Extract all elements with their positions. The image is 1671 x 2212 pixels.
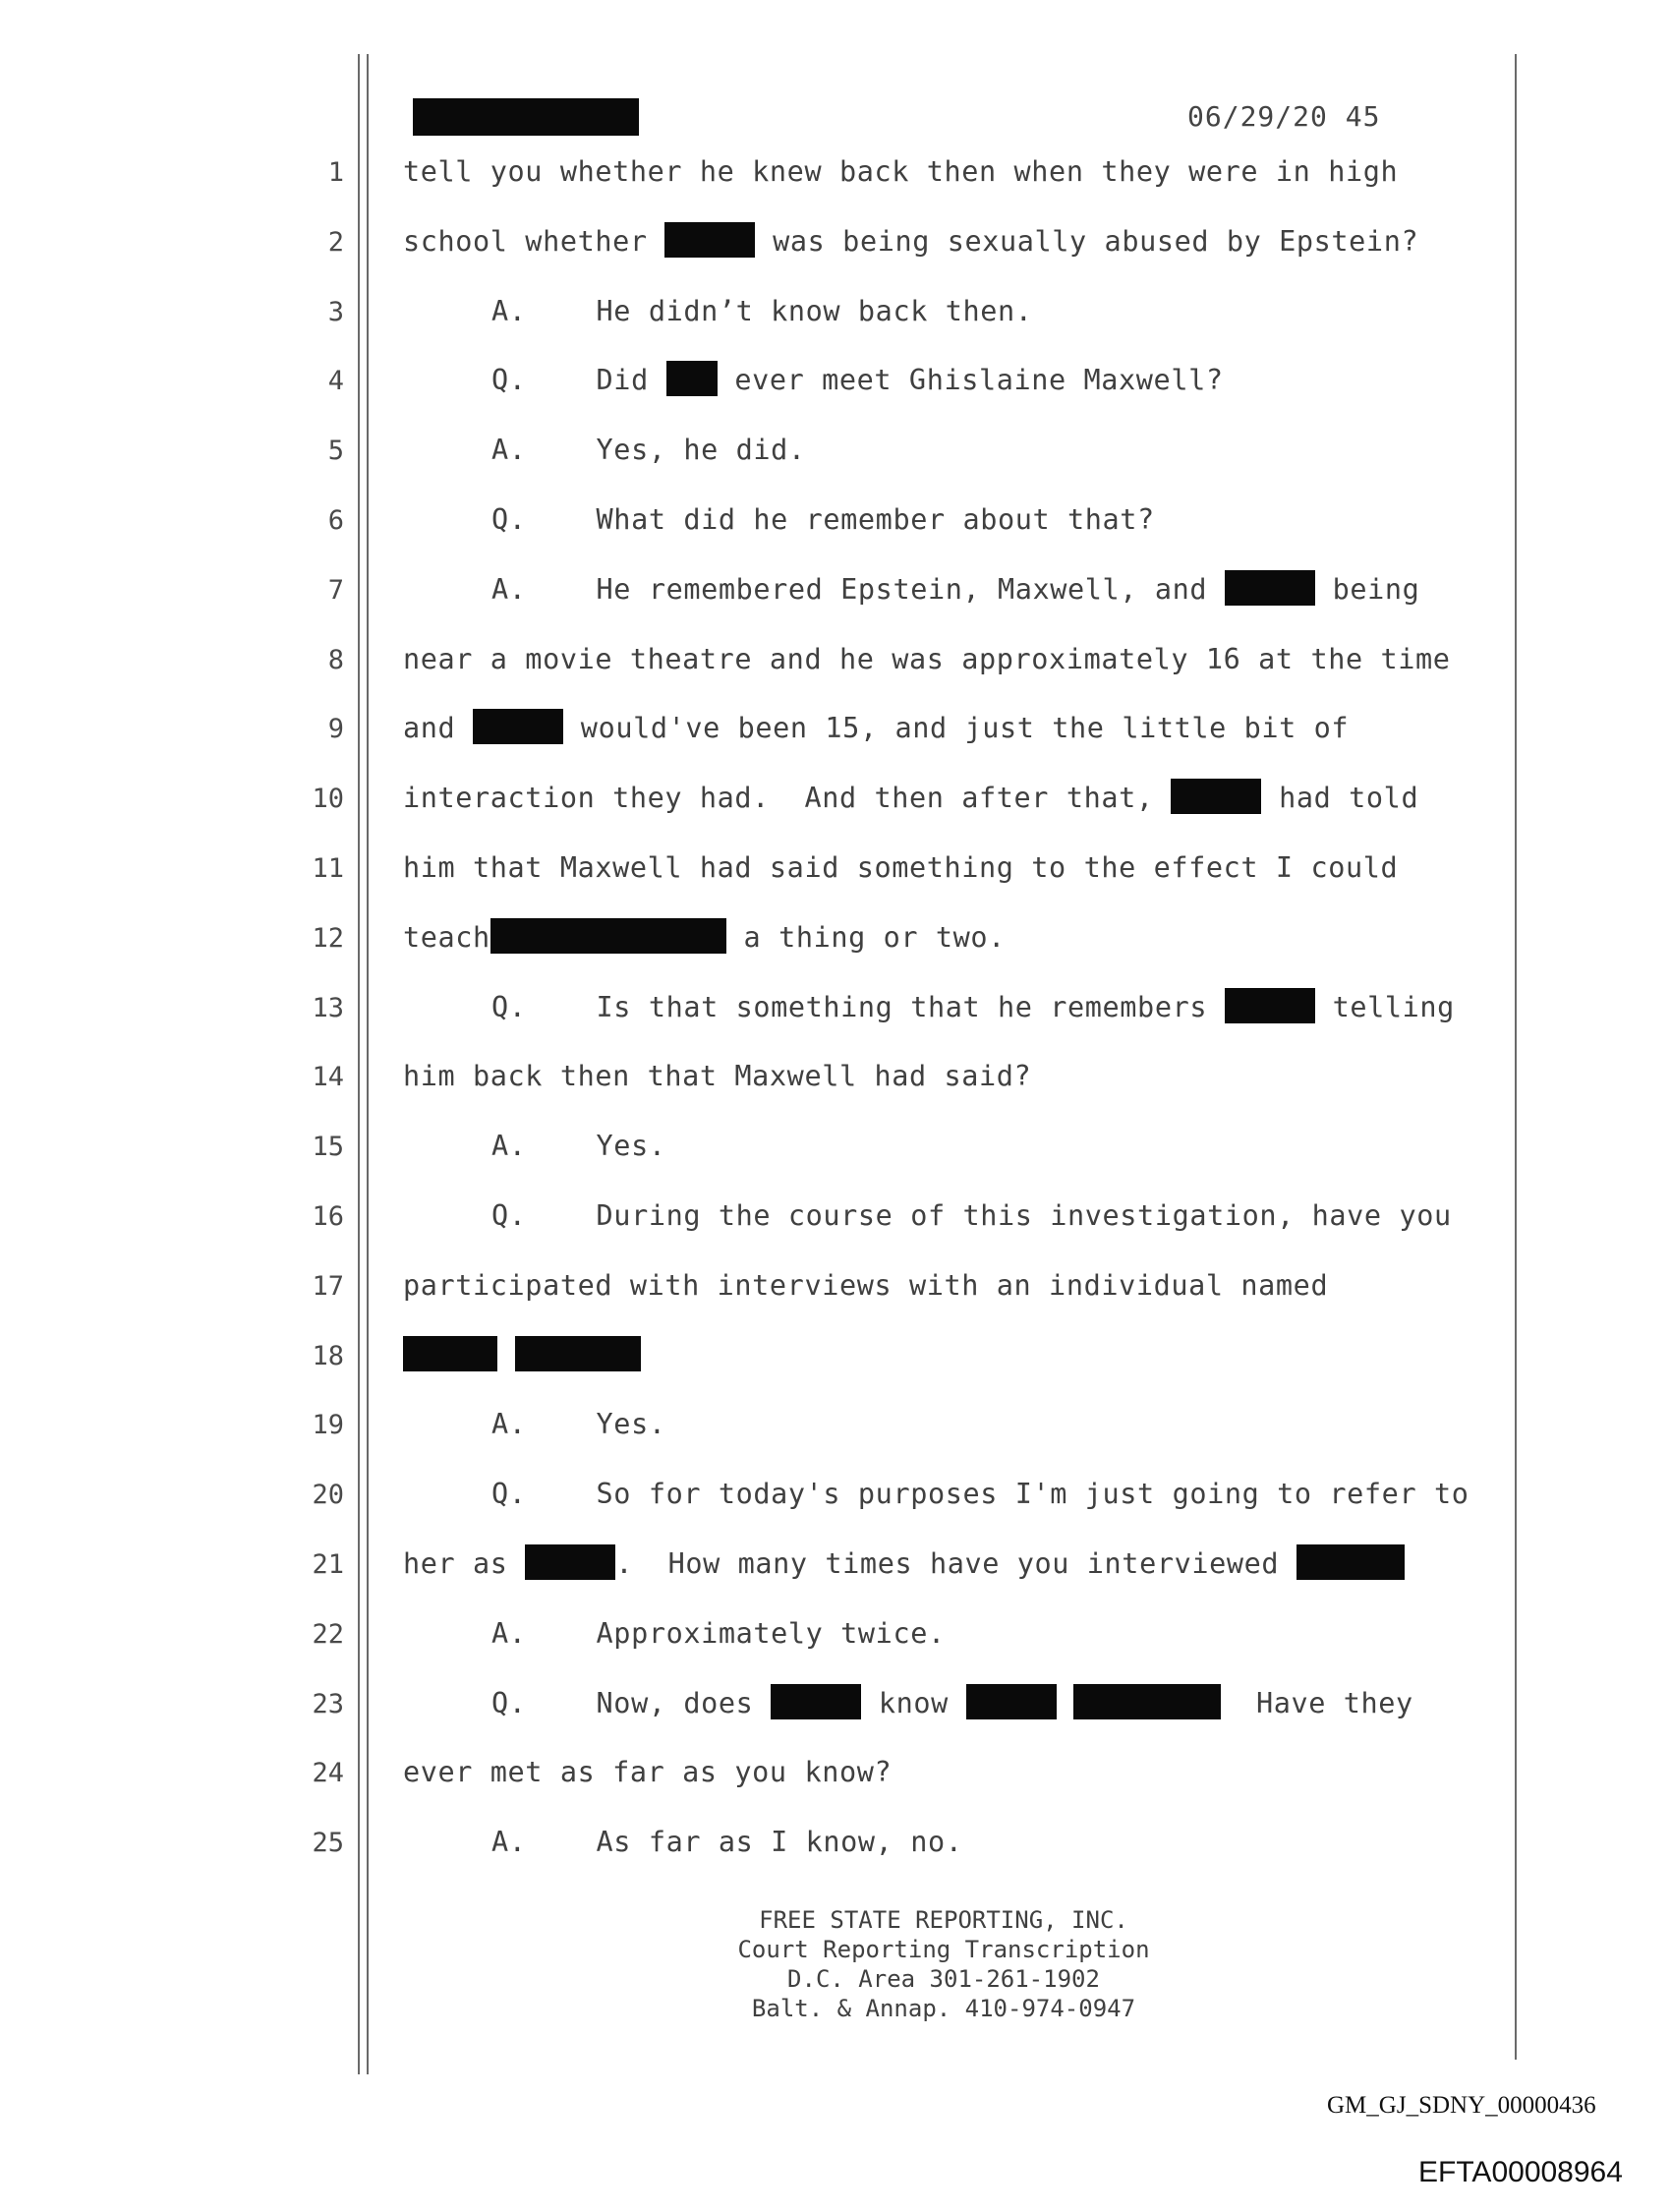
transcript-line [0, 147, 1671, 216]
line-text [491, 1687, 1413, 1719]
line-segment: Q. So for today's purposes I'm just going to refer to [491, 1478, 1469, 1510]
line-number: 6 [327, 505, 344, 536]
redaction-block [1225, 570, 1315, 606]
line-number: 5 [327, 436, 344, 466]
line-segment: . How many times have you interviewed [615, 1547, 1296, 1580]
redaction-block [515, 1336, 641, 1371]
line-number: 16 [312, 1201, 344, 1232]
line-text [403, 782, 1418, 814]
line-text [491, 295, 1033, 327]
line-segment: would've been 15, and just the little bit of [563, 712, 1350, 744]
line-text [403, 1269, 1328, 1302]
line-text [403, 1339, 641, 1371]
line-text [491, 1130, 666, 1162]
line-number: 9 [327, 714, 344, 744]
line-segment: her as [403, 1547, 526, 1580]
transcript-line [0, 1470, 1671, 1539]
line-segment [1057, 1687, 1074, 1719]
line-number: 15 [312, 1132, 344, 1162]
header-page-number: 45 [1345, 100, 1381, 133]
transcript-line [0, 1818, 1671, 1887]
line-segment: A. Yes. [491, 1408, 666, 1440]
transcript-line [0, 635, 1671, 704]
redaction-block [525, 1544, 615, 1580]
line-segment: A. Yes. [491, 1130, 666, 1162]
transcript-line [0, 1400, 1671, 1469]
line-segment: a thing or two. [725, 921, 1006, 954]
line-number: 4 [327, 366, 344, 396]
line-segment: Q. Is that something that he remembers [491, 991, 1225, 1023]
line-text [491, 1478, 1469, 1510]
line-number: 18 [312, 1341, 344, 1371]
line-number: 11 [312, 853, 344, 884]
transcript-line [0, 844, 1671, 912]
line-segment: near a movie theatre and he was approximately 16 at the time [403, 643, 1451, 675]
line-segment: ever met as far as you know? [403, 1756, 893, 1788]
line-number: 13 [312, 993, 344, 1023]
line-text [491, 1617, 946, 1650]
line-text [403, 712, 1349, 744]
line-text [491, 573, 1419, 606]
line-segment: A. Yes, he did. [491, 434, 806, 466]
line-text [403, 1547, 1405, 1580]
line-number: 8 [327, 645, 344, 675]
line-segment: interaction they had. And then after that, [403, 782, 1172, 814]
line-segment: school whether [403, 225, 665, 258]
line-text [491, 1826, 962, 1858]
transcript-line [0, 1540, 1671, 1608]
page-header [413, 94, 1435, 138]
line-text [403, 921, 1006, 954]
redaction-block [664, 222, 755, 258]
redaction-block [1225, 988, 1315, 1023]
transcript-line [0, 217, 1671, 286]
line-segment: A. He didn’t know back then. [491, 295, 1033, 327]
transcript-line [0, 1748, 1671, 1817]
header-date: 06/29/20 [1187, 100, 1328, 133]
line-text [491, 991, 1455, 1023]
footer-company: FREE STATE REPORTING, INC. [759, 1906, 1128, 1934]
transcript-line [0, 1679, 1671, 1748]
transcript-line [0, 1122, 1671, 1191]
line-segment: know [861, 1687, 966, 1719]
line-number: 19 [312, 1410, 344, 1440]
redaction-block [413, 98, 639, 136]
line-number: 22 [312, 1619, 344, 1650]
line-number: 3 [327, 297, 344, 327]
transcript-line [0, 1331, 1671, 1400]
bates-number: GM_GJ_SDNY_00000436 [1327, 2092, 1596, 2119]
line-segment: ever meet Ghislaine Maxwell? [717, 364, 1224, 396]
line-number: 12 [312, 923, 344, 954]
line-text [403, 1060, 1031, 1092]
line-segment: A. Approximately twice. [491, 1617, 946, 1650]
efta-number: EFTA00008964 [1418, 2156, 1623, 2188]
line-number: 14 [312, 1062, 344, 1092]
line-segment: was being sexually abused by Epstein? [755, 225, 1419, 258]
line-segment: participated with interviews with an individual named [403, 1269, 1329, 1302]
line-text [403, 851, 1398, 884]
header-date-page [1187, 100, 1380, 133]
transcript-line [0, 356, 1671, 425]
transcript-line [0, 1261, 1671, 1330]
redaction-block [666, 361, 718, 396]
line-number: 10 [312, 784, 344, 814]
redaction-block [966, 1684, 1057, 1719]
transcript-line [0, 983, 1671, 1052]
line-text [491, 1408, 666, 1440]
line-segment: and [403, 712, 474, 744]
line-text [403, 1756, 892, 1788]
transcript-line [0, 1052, 1671, 1121]
line-text [403, 643, 1451, 675]
line-segment: Have they [1221, 1687, 1413, 1719]
line-segment: Q. Now, does [491, 1687, 772, 1719]
line-text [491, 364, 1224, 396]
line-text [491, 434, 806, 466]
line-segment: A. He remembered Epstein, Maxwell, and [491, 573, 1225, 606]
line-segment: tell you whether he knew back then when they were in high [403, 155, 1399, 188]
footer-balt-phone: Balt. & Annap. 410-974-0947 [751, 1995, 1136, 2022]
redaction-block [1073, 1684, 1221, 1719]
line-number: 2 [327, 227, 344, 258]
line-segment: Q. What did he remember about that? [491, 503, 1155, 536]
transcript-line [0, 774, 1671, 843]
transcript-line [0, 426, 1671, 495]
reporter-footer [590, 1905, 1297, 2023]
footer-dc-phone: D.C. Area 301-261-1902 [787, 1965, 1100, 1993]
line-number: 1 [327, 157, 344, 188]
redaction-block [473, 709, 563, 744]
redaction-block [490, 918, 726, 954]
redaction-block [403, 1336, 497, 1371]
redaction-block [1171, 779, 1261, 814]
transcript-line [0, 565, 1671, 634]
transcript-line [0, 495, 1671, 564]
line-segment: telling [1314, 991, 1455, 1023]
line-segment: him back then that Maxwell had said? [403, 1060, 1032, 1092]
line-segment [497, 1339, 515, 1371]
line-segment: had told [1261, 782, 1419, 814]
redaction-block [771, 1684, 861, 1719]
line-number: 24 [312, 1758, 344, 1788]
transcript-line [0, 913, 1671, 982]
line-segment: Q. During the course of this investigation, have you [491, 1199, 1452, 1232]
line-segment: him that Maxwell had said something to the effect I could [403, 851, 1399, 884]
line-text [491, 503, 1155, 536]
line-text [491, 1199, 1452, 1232]
line-number: 7 [327, 575, 344, 606]
transcript-line [0, 704, 1671, 773]
transcript-line [0, 287, 1671, 356]
line-number: 20 [312, 1480, 344, 1510]
transcript-line [0, 1192, 1671, 1260]
redaction-block [1296, 1544, 1405, 1580]
line-segment: Q. Did [491, 364, 666, 396]
line-text [403, 155, 1398, 188]
line-segment: being [1314, 573, 1420, 606]
line-number: 17 [312, 1271, 344, 1302]
line-text [403, 225, 1418, 258]
transcript-line [0, 1609, 1671, 1678]
line-segment: A. As far as I know, no. [491, 1826, 963, 1858]
line-number: 23 [312, 1689, 344, 1719]
line-number: 21 [312, 1549, 344, 1580]
line-segment: teach [403, 921, 490, 954]
line-number: 25 [312, 1828, 344, 1858]
footer-services: Court Reporting Transcription [737, 1936, 1150, 1963]
